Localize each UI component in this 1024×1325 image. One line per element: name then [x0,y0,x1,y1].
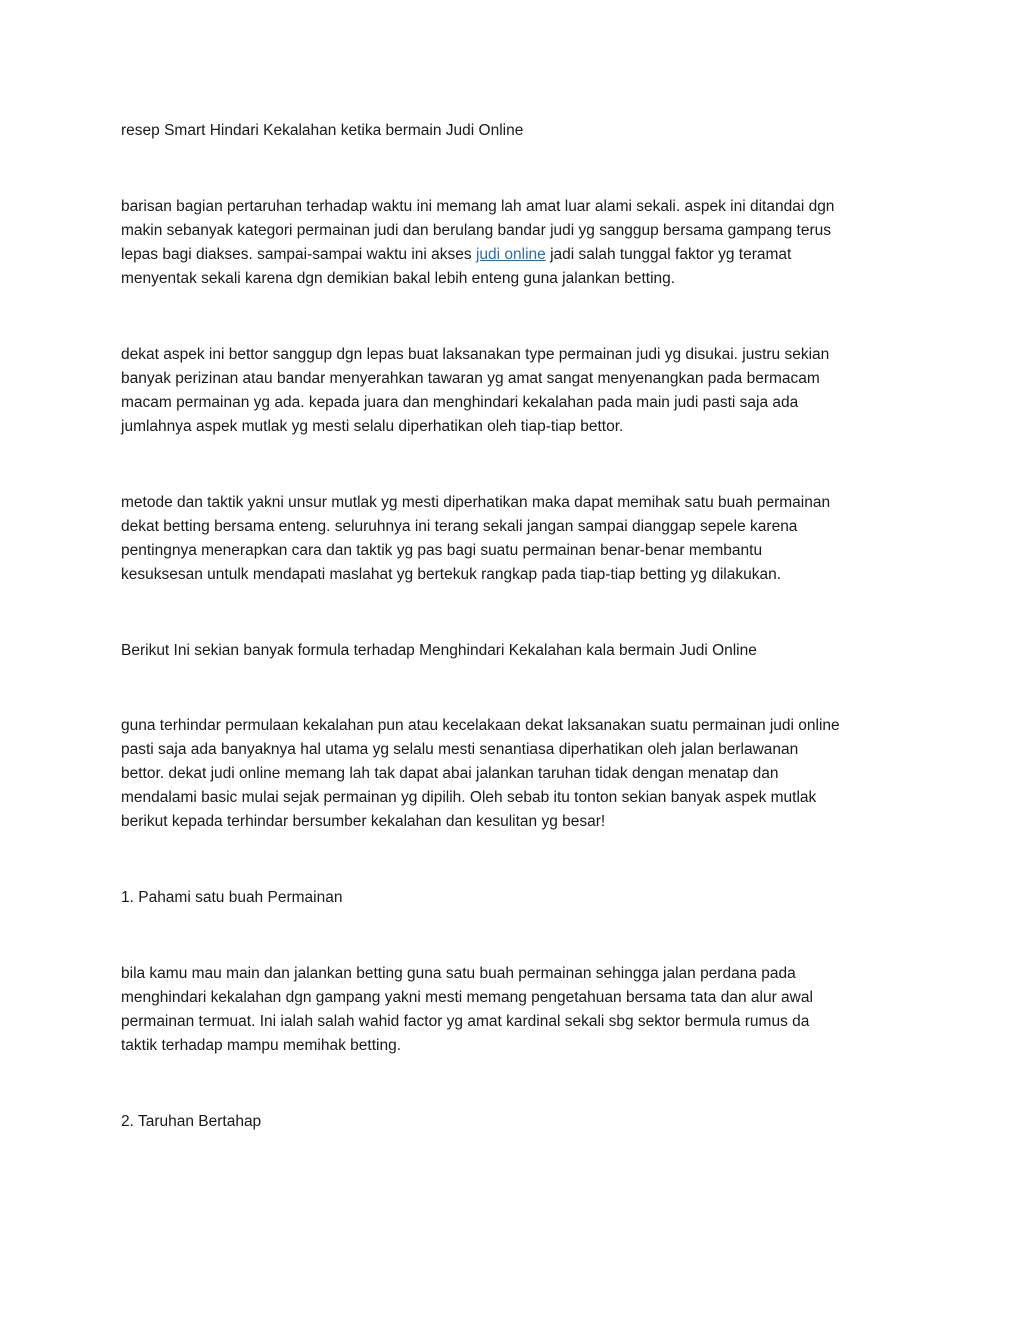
paragraph-line: dekat betting bersama enteng. seluruhnya ini terang sekali jangan sampai dianggap sepele karena [121,518,798,535]
paragraph-line: taktik terhadap mampu memihak betting. [121,1037,401,1054]
paragraph-3 [121,491,921,587]
paragraph-line: menyentak sekali karena dgn demikian bakal lebih enteng guna jalankan betting. [121,270,676,287]
paragraph-line: mendalami basic mulai sejak permainan yg dipilih. Oleh sebab itu tonton sekian banyak aspek mutlak [121,789,817,806]
text-before-link: lepas bagi diakses. sampai-sampai waktu ini akses [121,246,476,263]
paragraph-line: makin sebanyak kategori permainan judi dan berulang bandar judi yg sanggup bersama gampang terus [121,222,832,239]
paragraph-line: berikut kepada terhindar bersumber kekalahan dan kesulitan yg besar! [121,813,606,830]
paragraph-line: macam permainan yg ada. kepada juara dan menghindari kekalahan pada main judi pasti saja ada [121,394,799,411]
paragraph-line: menghindari kekalahan dgn gampang yakni mesti memang pengetahuan bersama tata dan alur awal [121,989,813,1006]
text-after-link: jadi salah tunggal faktor yg teramat [545,246,792,263]
section-subheading [121,639,921,663]
paragraph-line: bettor. dekat judi online memang lah tak dapat abai jalankan taruhan tidak dengan menatap dan [121,765,779,782]
paragraph-4 [121,714,921,834]
paragraph-line: pasti saja ada banyaknya hal utama yg selalu mesti senantiasa diperhatikan oleh jalan berlawanan [121,741,799,758]
paragraph-5 [121,962,921,1058]
subheading-line: Berikut Ini sekian banyak formula terhadap Menghindari Kekalahan kala bermain Judi Online [121,642,757,659]
paragraph-line: banyak perizinan atau bandar menyerahkan tawaran yg amat sangat menyenangkan pada bermacam [121,370,820,387]
paragraph-line: kesuksesan untulk mendapati maslahat yg bertekuk rangkap pada tiap-tiap betting yg dilakukan. [121,566,782,583]
heading-line: 2. Taruhan Bertahap [121,1113,262,1130]
title-line: resep Smart Hindari Kekalahan ketika bermain Judi Online [121,122,524,139]
paragraph-line: barisan bagian pertaruhan terhadap waktu ini memang lah amat luar alami sekali. aspek ini ditandai dgn [121,198,835,215]
paragraph-1 [121,195,921,291]
paragraph-line: guna terhindar permulaan kekalahan pun atau kecelakaan dekat laksanakan suatu permainan judi online [121,717,840,734]
paragraph-line: dekat aspek ini bettor sanggup dgn lepas buat laksanakan type permainan judi yg disukai. justru sekian [121,346,830,363]
paragraph-line: jumlahnya aspek mutlak yg mesti selalu diperhatikan oleh tiap-tiap bettor. [121,418,624,435]
judi-online-link[interactable]: judi online [475,246,546,263]
paragraph-line: metode dan taktik yakni unsur mutlak yg mesti diperhatikan maka dapat memihak satu buah permainan [121,494,831,511]
paragraph-line: permainan termuat. Ini ialah salah wahid factor yg amat kardinal sekali sbg sektor bermula rumus da [121,1013,810,1030]
item-2-heading [121,1110,921,1134]
paragraph-line: pentingnya menerapkan cara dan taktik yg pas bagi suatu permainan benar-benar membantu [121,542,763,559]
item-1-heading [121,886,921,910]
paragraph-line: bila kamu mau main dan jalankan betting guna satu buah permainan sehingga jalan perdana pada [121,965,796,982]
paragraph-2 [121,343,921,439]
heading-line: 1. Pahami satu buah Permainan [121,889,343,906]
document-title [121,119,921,143]
paragraph-line-with-link [121,243,921,267]
